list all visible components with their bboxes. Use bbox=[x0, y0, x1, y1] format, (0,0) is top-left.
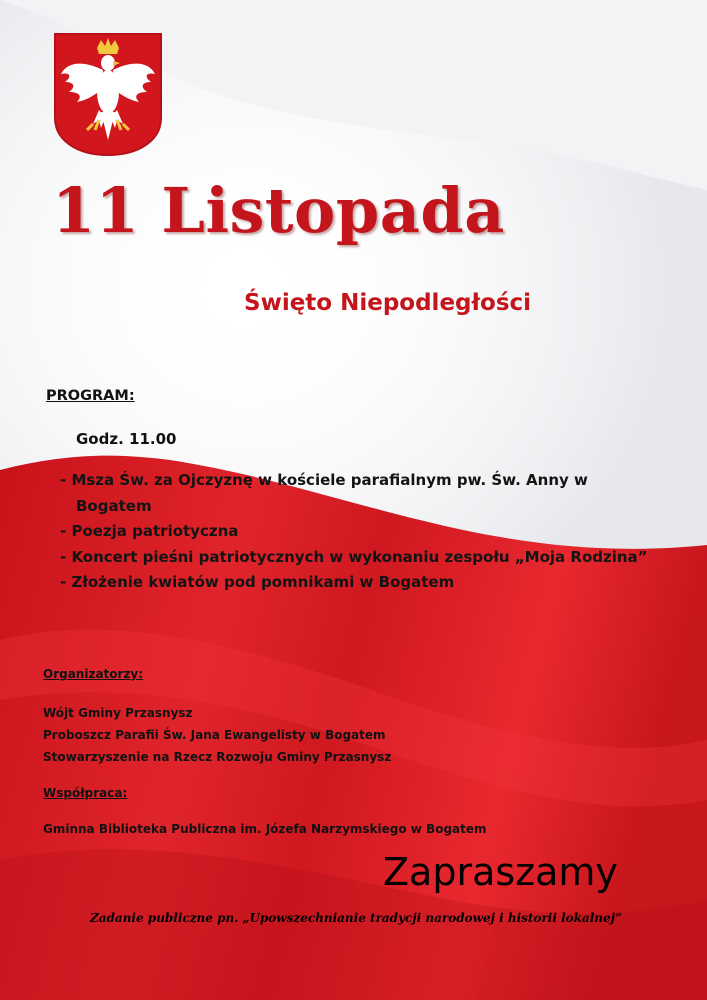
program-item: - Koncert pieśni patriotycznych w wykonaniu zespołu „Moja Rodzina” bbox=[60, 547, 648, 566]
organizers-list bbox=[43, 702, 391, 768]
program-time: Godz. 11.00 bbox=[76, 430, 177, 448]
footer-note: Zadanie publiczne pn. „Upowszechnianie tradycji narodowej i historii lokalnej” bbox=[90, 911, 622, 925]
cooperation-heading: Współpraca: bbox=[43, 786, 128, 800]
page-title: 11 Listopada bbox=[52, 174, 505, 247]
invitation-text: Zapraszamy bbox=[383, 850, 618, 894]
emblem bbox=[53, 32, 163, 157]
program-item: - Msza Św. za Ojczyznę w kościele parafialnym pw. Św. Anny w Bogatem bbox=[60, 471, 588, 515]
organizers-heading: Organizatorzy: bbox=[43, 667, 144, 681]
organizer-item: Wójt Gminy Przasnysz bbox=[43, 706, 193, 720]
program-heading: PROGRAM: bbox=[46, 388, 135, 404]
polish-white-eagle-icon bbox=[53, 32, 163, 157]
cooperation-text: Gminna Biblioteka Publiczna im. Józefa Narzymskiego w Bogatem bbox=[43, 822, 487, 836]
program-item: - Złożenie kwiatów pod pomnikami w Bogatem bbox=[60, 573, 455, 591]
organizer-item: Proboszcz Parafii Św. Jana Ewangelisty w Bogatem bbox=[43, 728, 386, 742]
organizer-item: Stowarzyszenie na Rzecz Rozwoju Gminy Przasnysz bbox=[43, 750, 392, 764]
program-list bbox=[60, 468, 660, 596]
program-item: - Poezja patriotyczna bbox=[60, 522, 239, 540]
subtitle: Święto Niepodległości bbox=[244, 290, 532, 316]
